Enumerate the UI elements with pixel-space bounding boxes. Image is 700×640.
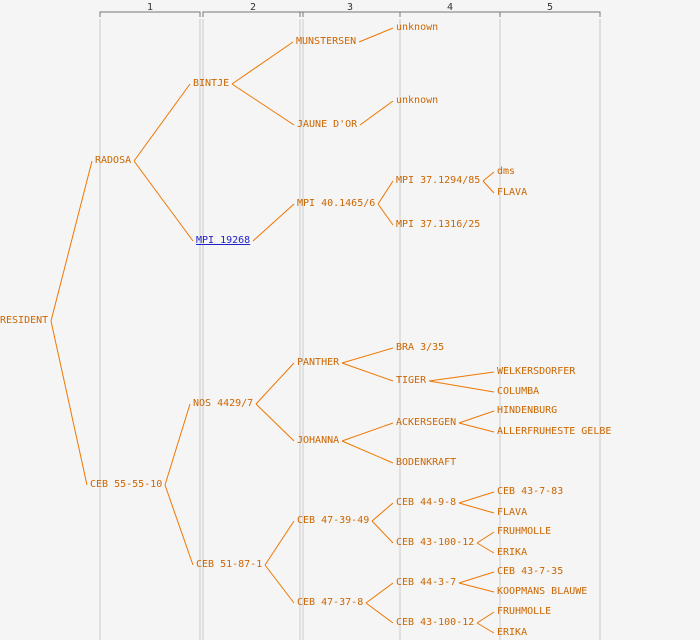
pedigree-node-label: MPI 40.1465/6	[297, 198, 376, 209]
pedigree-edge	[265, 521, 294, 565]
pedigree-edge	[342, 423, 393, 441]
pedigree-edge	[477, 612, 494, 623]
pedigree-edge	[366, 583, 393, 603]
pedigree-node-label: ACKERSEGEN	[396, 417, 457, 428]
generation-header-4: 4	[446, 2, 454, 13]
pedigree-edge	[165, 485, 193, 565]
pedigree-edge	[232, 42, 293, 84]
generation-header-5: 5	[546, 2, 554, 13]
pedigree-edge	[265, 565, 294, 603]
pedigree-node-label: HINDENBURG	[497, 405, 558, 416]
pedigree-node-label: MUNSTERSEN	[296, 36, 357, 47]
pedigree-edge	[134, 84, 190, 161]
pedigree-node-label[interactable]: MPI 19268	[196, 235, 251, 246]
pedigree-node-label: JOHANNA	[297, 435, 340, 446]
pedigree-edge	[342, 348, 393, 363]
generation-header-1: 1	[146, 2, 154, 13]
pedigree-node-label: PANTHER	[297, 357, 340, 368]
pedigree-node-label: CEB 43-7-35	[497, 566, 564, 577]
pedigree-node-label: RADOSA	[95, 155, 132, 166]
pedigree-edge	[459, 423, 494, 432]
pedigree-node-label: unknown	[396, 22, 439, 33]
pedigree-node-label: ERIKA	[497, 627, 528, 638]
pedigree-node-label: KOOPMANS BLAUWE	[497, 586, 588, 597]
pedigree-edge	[429, 381, 494, 392]
pedigree-node-label: unknown	[396, 95, 439, 106]
pedigree-node-label: CEB 43-100-12	[396, 537, 475, 548]
pedigree-node-label: CEB 47-37-8	[297, 597, 364, 608]
pedigree-node-label: BRA 3/35	[396, 342, 445, 353]
pedigree-edge	[483, 172, 494, 181]
pedigree-edge	[360, 101, 393, 125]
pedigree-edge	[477, 543, 494, 553]
pedigree-node-label: FRUHMOLLE	[497, 526, 552, 537]
pedigree-edge	[483, 181, 494, 193]
pedigree-node-label: dms	[497, 166, 516, 177]
pedigree-edge	[459, 411, 494, 423]
pedigree-node-label: MPI 37.1316/25	[396, 219, 481, 230]
pedigree-node-label: ALLERFRUHESTE GELBE	[497, 426, 612, 437]
pedigree-edge	[459, 572, 494, 583]
pedigree-node-label: FLAVA	[497, 187, 528, 198]
pedigree-node-label: CEB 43-7-83	[497, 486, 564, 497]
pedigree-node-label: MPI 37.1294/85	[396, 175, 481, 186]
pedigree-node-label: BODENKRAFT	[396, 457, 457, 468]
pedigree-node-label: ERIKA	[497, 547, 528, 558]
pedigree-node-label: NOS 4429/7	[193, 398, 254, 409]
pedigree-edge	[378, 204, 393, 225]
generation-header-3: 3	[346, 2, 354, 13]
pedigree-node-label: CEB 51-87-1	[196, 559, 263, 570]
pedigree-edge	[459, 492, 494, 503]
pedigree-edge	[256, 404, 294, 441]
pedigree-node-label: COLUMBA	[497, 386, 540, 397]
pedigree-node-label: CEB 44-3-7	[396, 577, 457, 588]
pedigree-edge	[342, 363, 393, 381]
pedigree-edge	[372, 521, 393, 543]
pedigree-edge	[232, 84, 294, 125]
pedigree-edge	[378, 181, 393, 204]
pedigree-edge	[477, 623, 494, 633]
pedigree-node-label: WELKERSDORFER	[497, 366, 576, 377]
pedigree-node-label: RESIDENT	[0, 315, 49, 326]
pedigree-edge	[342, 441, 393, 463]
pedigree-node-label: TIGER	[396, 375, 427, 386]
pedigree-node-label: CEB 43-100-12	[396, 617, 475, 628]
pedigree-node-label: JAUNE D'OR	[297, 119, 358, 130]
pedigree-node-label: CEB 55-55-10	[90, 479, 163, 490]
pedigree-node-label: BINTJE	[193, 78, 230, 89]
pedigree-edge	[477, 532, 494, 543]
pedigree-node-label: FLAVA	[497, 507, 528, 518]
pedigree-edge	[134, 161, 193, 241]
pedigree-edge	[372, 503, 393, 521]
pedigree-edge	[459, 583, 494, 592]
pedigree-edge	[51, 321, 87, 485]
pedigree-edge	[366, 603, 393, 623]
pedigree-edge	[165, 404, 190, 485]
pedigree-edge	[253, 204, 294, 241]
pedigree-edge	[459, 503, 494, 513]
generation-header-2: 2	[249, 2, 257, 13]
pedigree-edge	[256, 363, 294, 404]
pedigree-edge	[51, 161, 92, 321]
pedigree-node-label: FRUHMOLLE	[497, 606, 552, 617]
pedigree-node-label: CEB 47-39-49	[297, 515, 370, 526]
pedigree-node-label: CEB 44-9-8	[396, 497, 457, 508]
pedigree-edge	[359, 28, 393, 42]
pedigree-edge	[429, 372, 494, 381]
